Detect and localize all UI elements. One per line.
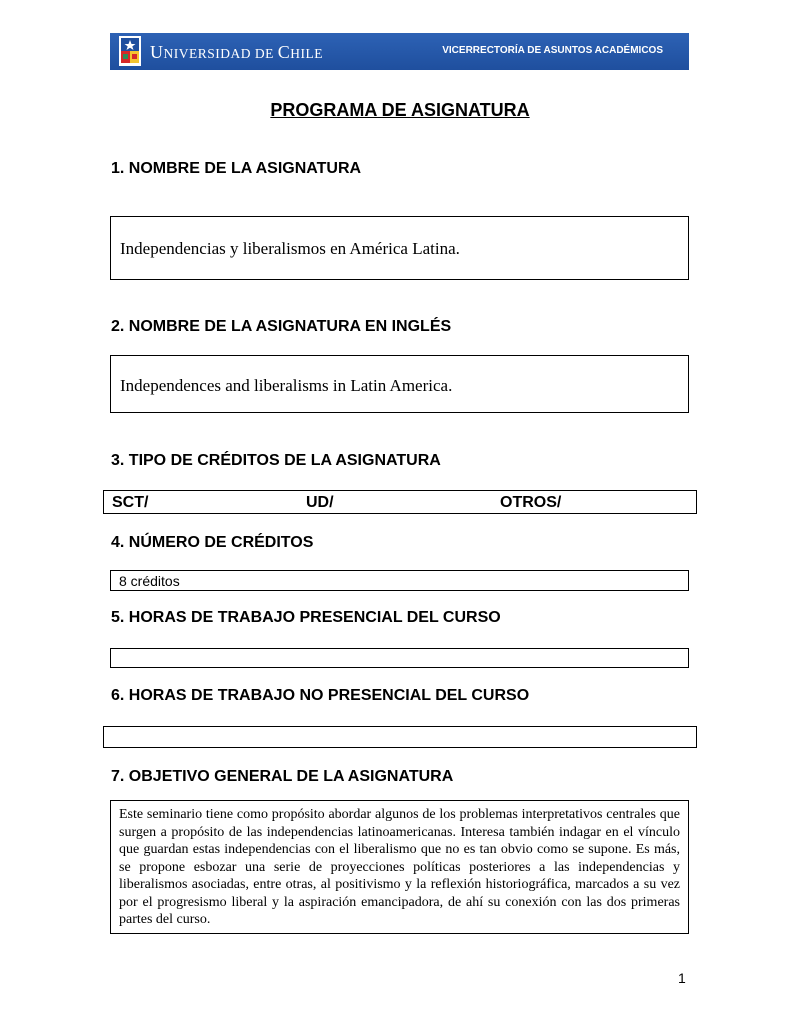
credit-type-box [103,490,697,514]
credit-type-ud: UD/ [306,494,334,511]
course-name-box [110,216,689,280]
section-7-heading: 7. OBJETIVO GENERAL DE LA ASIGNATURA [111,768,454,785]
general-objective-box [110,800,689,934]
section-5-heading: 5. HORAS DE TRABAJO PRESENCIAL DEL CURSO [111,609,501,626]
document-title: PROGRAMA DE ASIGNATURA [270,100,530,120]
credit-type-sct: SCT/ [112,494,149,511]
section-6-heading: 6. HORAS DE TRABAJO NO PRESENCIAL DEL CURSO [111,687,530,704]
university-seal-icon [119,36,141,66]
credits-number-value: 8 créditos [119,573,180,589]
course-name-english-value: Independences and liberalisms in Latin America. [120,376,453,395]
page-number: 1 [678,970,686,986]
general-objective-text: Este seminario tiene como propósito abordar algunos de los problemas interpretativos centrales que surgen a propósito de las independencias latinoamericanas. Interesa también indagar en el vínculo que guardan estas independencias con el liberalismo que no es tan obvio como se supone. Es más, se propone esbozar una serie de proyecciones políticas posteriores a las independencias y liberalismos asociadas, entre otras, al positivismo y la reflexión historiográfica, marcados a su vez por el progresismo liberal y la aspiración emancipadora, de ahí su conexión con las dos primeras partes del curso. [119,807,680,927]
vicerrectoria-label: VICERRECTORÍA DE ASUNTOS ACADÉMICOS [442,45,663,56]
section-1-heading: 1. NOMBRE DE LA ASIGNATURA [111,160,362,177]
section-3-heading: 3. TIPO DE CRÉDITOS DE LA ASIGNATURA [111,452,441,469]
header-banner [110,33,689,70]
course-name-value: Independencias y liberalismos en América Latina. [120,239,460,258]
non-presential-hours-box [103,726,697,748]
credits-number-box [110,570,689,591]
presential-hours-box [110,648,689,668]
section-4-heading: 4. NÚMERO DE CRÉDITOS [111,534,314,551]
credit-type-otros: OTROS/ [500,494,562,511]
course-name-english-box [110,355,689,413]
section-2-heading: 2. NOMBRE DE LA ASIGNATURA EN INGLÉS [111,318,452,335]
university-name: UNIVERSIDAD DE CHILE [150,42,324,62]
